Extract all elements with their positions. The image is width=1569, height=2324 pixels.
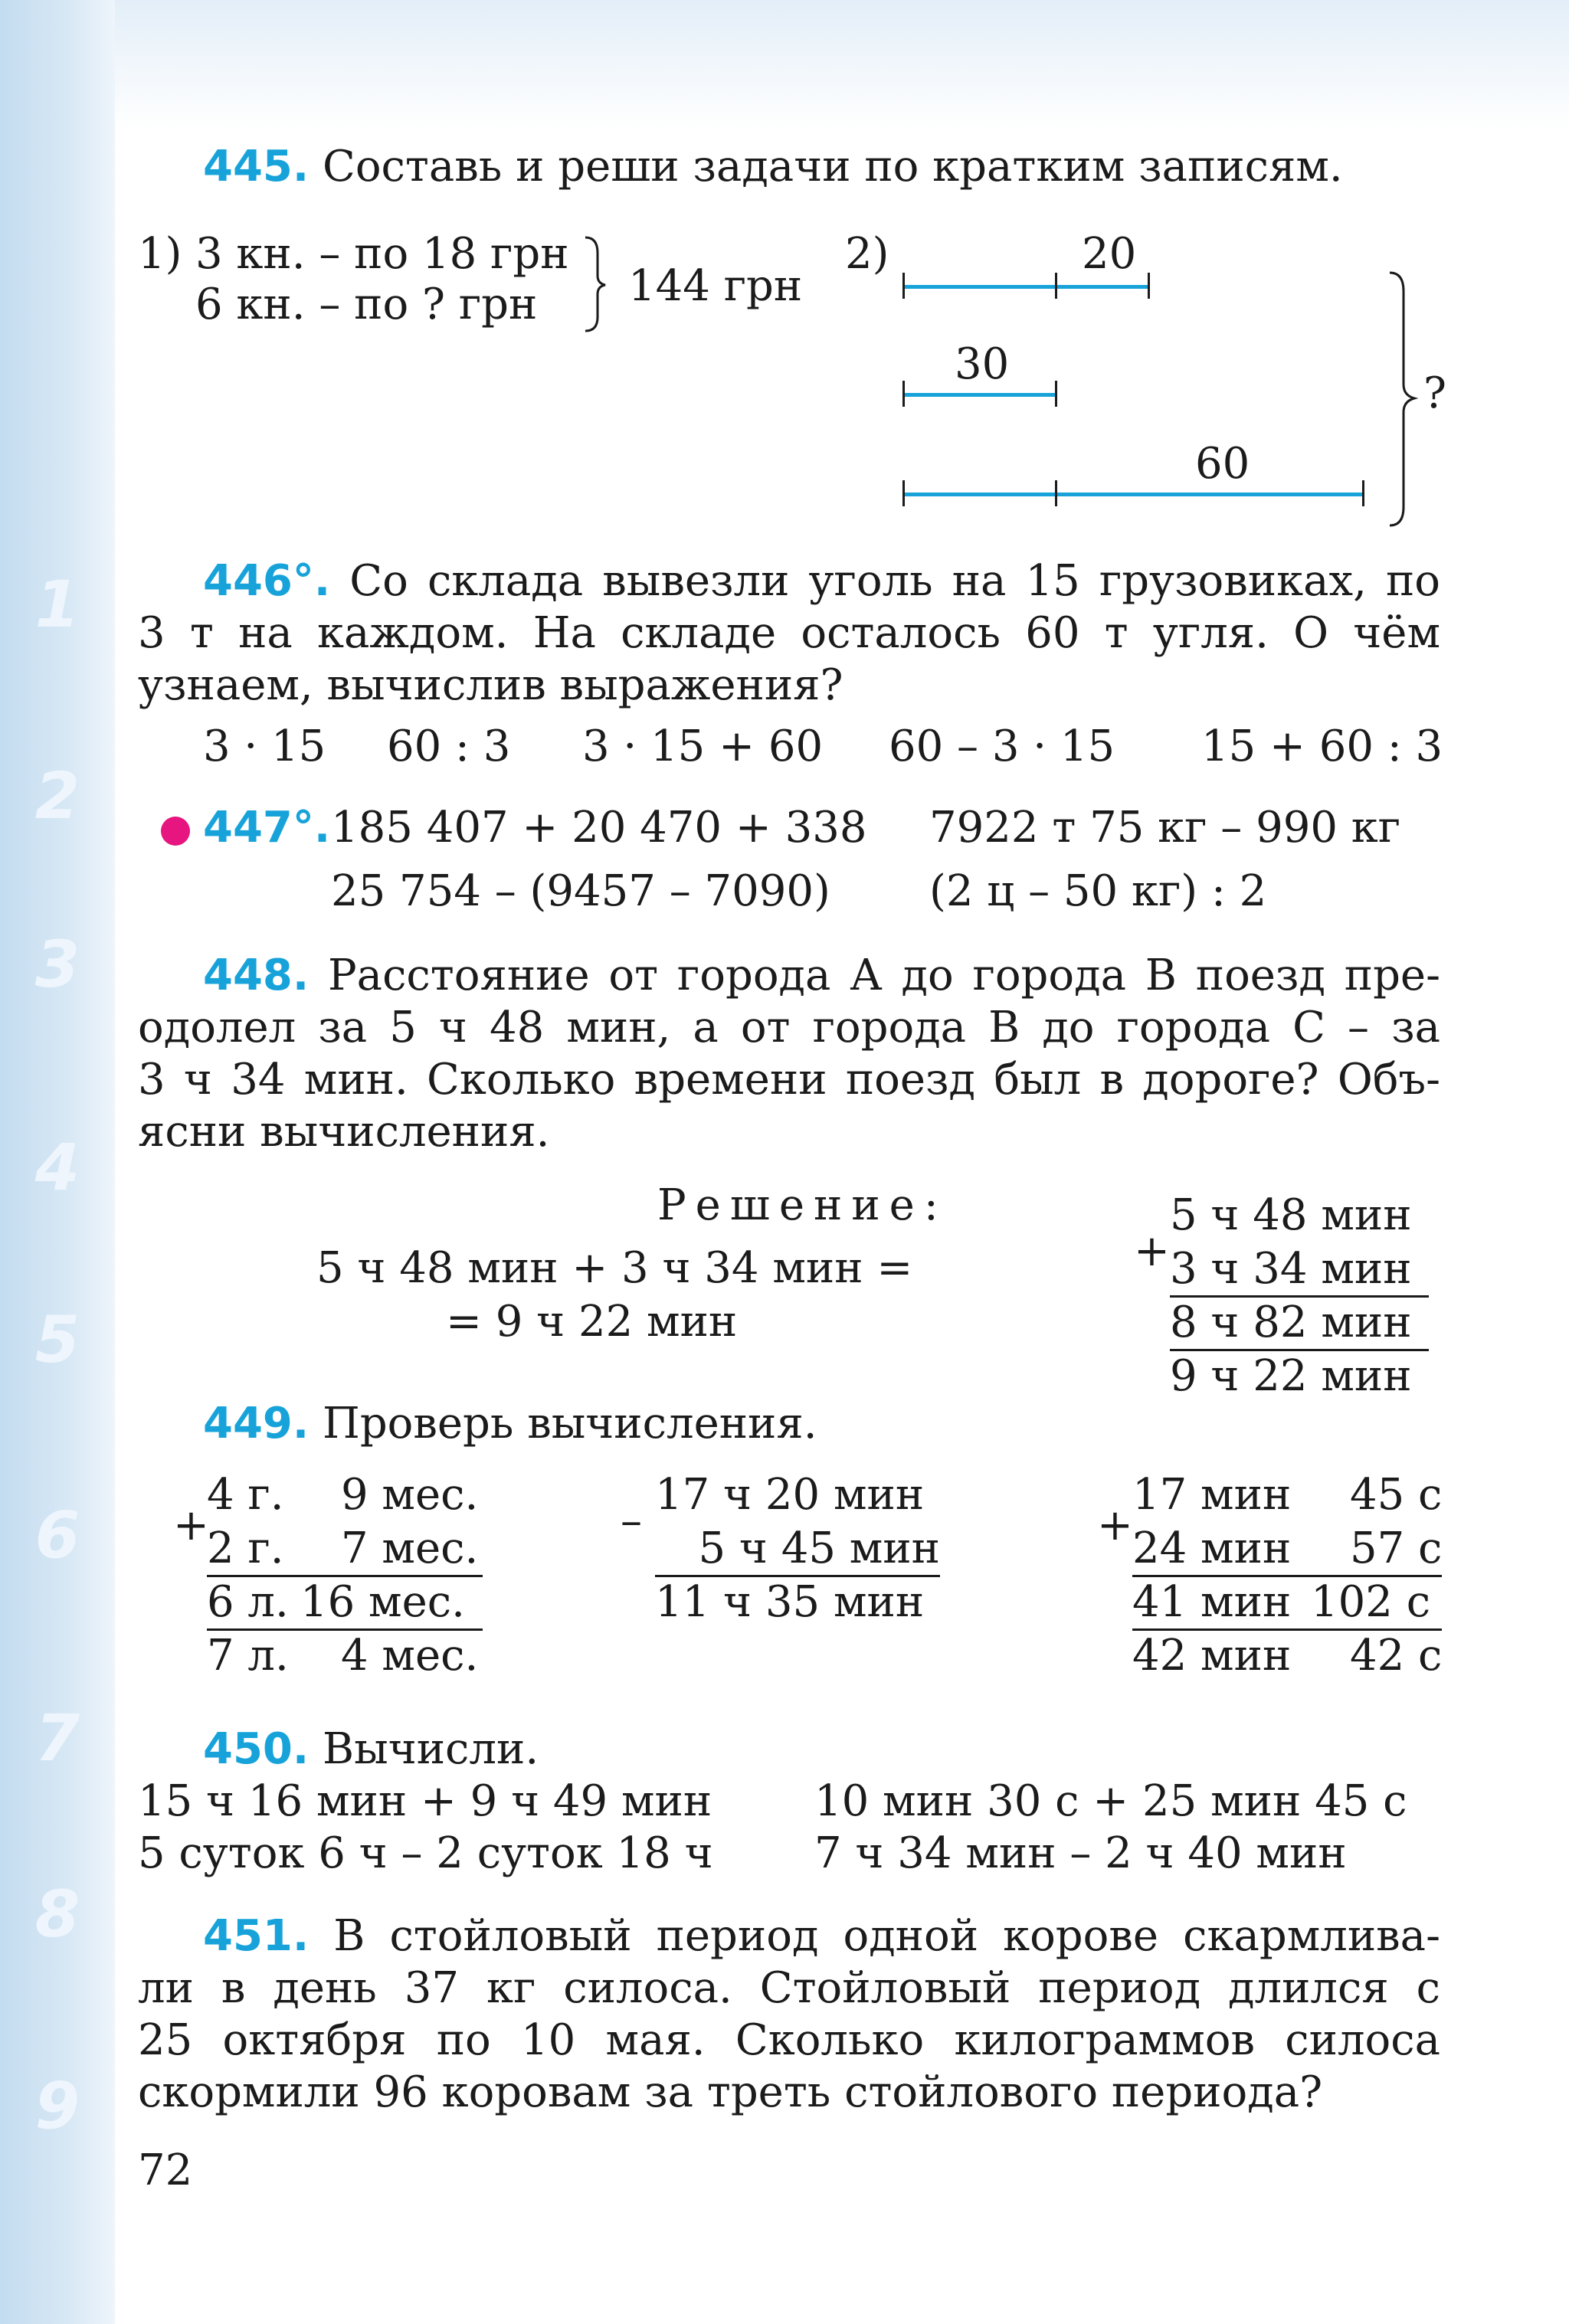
exercise-446-line-3: узнаем, вычислив выражения? xyxy=(138,660,843,710)
segment-bar xyxy=(904,393,1057,397)
question-mark: ? xyxy=(1423,368,1447,418)
exercise-446-line-2: 3 т на каждом. На складе осталось 60 т угля. О чём xyxy=(138,608,1440,658)
segment-label: 60 xyxy=(1195,439,1250,489)
part-1-line-1: 3 кн. – по 18 грн xyxy=(195,229,569,279)
exercise-446-line-1 xyxy=(138,555,1440,607)
exercise-text: Вычисли. xyxy=(322,1724,539,1774)
marker-dot xyxy=(161,817,190,846)
solution-line-2: = 9 ч 22 мин xyxy=(446,1297,738,1347)
solution-title: Решение: xyxy=(657,1180,948,1230)
exercise-448-line-2: одолел за 5 ч 48 мин, а от города В до города С – за xyxy=(138,1003,1440,1052)
expression: 60 : 3 xyxy=(387,722,511,771)
exercise-number: 451. xyxy=(203,1911,310,1961)
expression: 185 407 + 20 470 + 338 xyxy=(331,803,867,853)
side-number: 5 xyxy=(34,1302,80,1377)
exercise-number: 447°. xyxy=(203,803,331,853)
brace-icon xyxy=(1385,270,1428,530)
side-number: 4 xyxy=(34,1130,80,1205)
solution-line-1: 5 ч 48 мин + 3 ч 34 мин = xyxy=(316,1243,913,1293)
column-row: 11 ч 35 мин xyxy=(655,1577,925,1627)
column-row: 17 мин xyxy=(1132,1470,1292,1520)
exercise-number: 449. xyxy=(203,1399,310,1448)
expression: 15 + 60 : 3 xyxy=(1201,722,1443,771)
exercise-text: Со склада вывезли уголь на 15 грузовиках, по xyxy=(349,556,1441,606)
column-row: 6 л. 16 мес. xyxy=(207,1576,483,1631)
column-row: 41 мин 102 с xyxy=(1132,1576,1442,1631)
exercise-text: В стойловый период одной корове скармлива- xyxy=(333,1911,1440,1961)
page-number: 72 xyxy=(138,2146,193,2195)
side-number: 2 xyxy=(34,758,80,833)
expression: 3 · 15 + 60 xyxy=(582,722,824,771)
side-number: 1 xyxy=(34,567,80,642)
segment-bar xyxy=(904,285,1149,289)
segment-tick xyxy=(902,381,905,407)
plus-sign: + xyxy=(1097,1501,1133,1550)
exercise-447-line-1 xyxy=(203,802,330,854)
exercise-445-heading xyxy=(203,141,1343,193)
column-row: 42 мин xyxy=(1132,1631,1292,1681)
column-row: 9 мес. xyxy=(341,1470,479,1520)
segment-tick xyxy=(902,480,905,506)
exercise-451-line-4: скормили 96 коровам за треть стойлового периода? xyxy=(138,2067,1323,2117)
exercise-448-line-3: 3 ч 34 мин. Сколько времени поезд был в дороге? Объ- xyxy=(138,1055,1440,1105)
column-row: 45 с xyxy=(1350,1470,1443,1520)
exercise-449-heading xyxy=(203,1398,817,1450)
column-row: 2 г. 7 мес. xyxy=(207,1523,483,1577)
segment-tick xyxy=(1055,480,1057,506)
exercise-number: 450. xyxy=(203,1724,310,1774)
side-number: 7 xyxy=(34,1700,80,1776)
expression: 60 – 3 · 15 xyxy=(889,722,1115,771)
expression: 25 754 – (9457 – 7090) xyxy=(331,866,830,916)
exercise-448-line-4: ясни вычисления. xyxy=(138,1107,550,1157)
exercise-text: Расстояние от города А до города В поезд пре- xyxy=(328,951,1440,1000)
column-row: 8 ч 82 мин xyxy=(1170,1297,1429,1351)
column-row: 3 ч 34 мин xyxy=(1170,1243,1429,1298)
segment-bar xyxy=(904,493,1364,496)
exercise-number: 448. xyxy=(203,951,310,1000)
exercise-451-line-1 xyxy=(138,1910,1440,1962)
column-row: 9 ч 22 мин xyxy=(1170,1351,1412,1401)
expression: 7922 т 75 кг – 990 кг xyxy=(929,803,1401,853)
expression: 15 ч 16 мин + 9 ч 49 мин xyxy=(138,1776,712,1826)
part-1-label: 1) xyxy=(138,229,182,279)
column-row: 4 мес. xyxy=(341,1631,479,1681)
column-row: 42 с xyxy=(1350,1631,1443,1681)
exercise-448-line-1 xyxy=(138,950,1440,1002)
part-1-total: 144 грн xyxy=(628,261,803,311)
segment-tick xyxy=(1055,381,1057,407)
exercise-number: 446°. xyxy=(203,556,331,606)
column-row: 5 ч 45 мин xyxy=(655,1523,940,1577)
expression: 5 суток 6 ч – 2 суток 18 ч xyxy=(138,1828,713,1878)
plus-sign: + xyxy=(173,1501,209,1550)
exercise-451-line-2: ли в день 37 кг силоса. Стойловый период длился с xyxy=(138,1963,1440,2013)
side-number: 3 xyxy=(34,927,80,1002)
column-row: 24 мин 57 с xyxy=(1132,1523,1442,1577)
expression: 3 · 15 xyxy=(203,722,326,771)
segment-label: 20 xyxy=(1082,229,1137,279)
brace-icon xyxy=(581,234,611,334)
side-number: 8 xyxy=(34,1877,80,1952)
exercise-451-line-3: 25 октября по 10 мая. Сколько килограммов силоса xyxy=(138,2015,1440,2065)
segment-tick xyxy=(1055,273,1057,299)
expression: 7 ч 34 мин – 2 ч 40 мин xyxy=(814,1828,1347,1878)
side-number: 6 xyxy=(34,1498,80,1573)
part-1-line-2: 6 кн. – по ? грн xyxy=(195,280,538,329)
exercise-text: Составь и реши задачи по кратким записям. xyxy=(322,142,1343,191)
column-row: 17 ч 20 мин xyxy=(655,1470,925,1520)
segment-tick xyxy=(902,273,905,299)
expression: 10 мин 30 с + 25 мин 45 с xyxy=(814,1776,1407,1826)
exercise-450-heading xyxy=(203,1723,539,1776)
expression: (2 ц – 50 кг) : 2 xyxy=(929,866,1267,916)
segment-tick xyxy=(1362,480,1364,506)
segment-label: 30 xyxy=(955,339,1010,389)
plus-sign: + xyxy=(1134,1226,1170,1276)
side-number: 9 xyxy=(34,2068,80,2143)
exercise-text: Проверь вычисления. xyxy=(322,1399,817,1448)
part-2-label: 2) xyxy=(845,229,889,279)
column-row: 5 ч 48 мин xyxy=(1170,1190,1412,1240)
column-row: 7 л. xyxy=(207,1631,289,1681)
segment-tick xyxy=(1148,273,1150,299)
exercise-number: 445. xyxy=(203,142,310,191)
column-row: 4 г. xyxy=(207,1470,284,1520)
minus-sign: – xyxy=(621,1496,642,1546)
